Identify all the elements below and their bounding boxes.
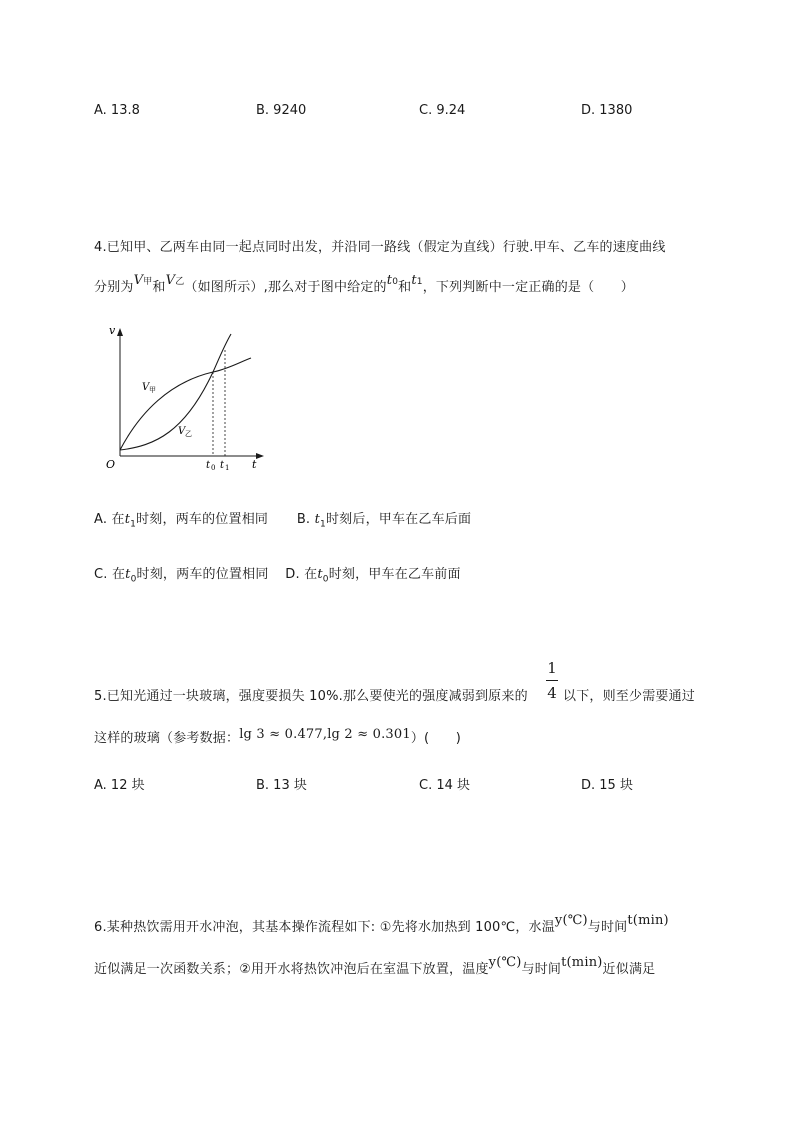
q5-text: ）( ) (410, 731, 462, 746)
option-text: C. 在 (94, 567, 126, 582)
q3-option-b: B. 9240 (256, 103, 307, 118)
q3-option-a: A. 13.8 (94, 103, 140, 118)
fraction-numerator: 1 (547, 659, 557, 677)
q5-stem-line1-b: 以下，则至少需要通过 (563, 689, 696, 704)
q5-option-b: B. 13 块 (256, 778, 307, 793)
q6-stem-line1 (94, 913, 669, 935)
option-text: 时刻，两车的位置相同 (136, 512, 269, 527)
axis-label-v: v (109, 324, 116, 337)
t0-sub: 0 (392, 277, 399, 287)
y-unit: y(℃) (554, 913, 588, 928)
v-jia-symbol: V (133, 273, 144, 288)
option-text: D. 在 (285, 567, 318, 582)
q4-options-row1 (94, 508, 471, 530)
t-symbol: t (314, 512, 321, 527)
q5-option-a: A. 12 块 (94, 778, 145, 793)
v-yi-symbol: V (165, 273, 176, 288)
option-text: 时刻，甲车在乙车前面 (328, 567, 461, 582)
axis-label-t: t (252, 458, 257, 471)
t-unit: t(min) (561, 955, 603, 970)
tick-t1-sub: 1 (225, 464, 230, 472)
q6-text: 近似满足 (602, 962, 656, 977)
y-unit: y(℃) (488, 955, 522, 970)
q4-text: （如图所示）,那么对于图中给定的 (184, 280, 387, 295)
q4-options-row2 (94, 563, 461, 585)
q4-option-c (94, 567, 269, 585)
t-sub: 0 (322, 574, 329, 585)
q6-text: 与时间 (587, 920, 628, 935)
t1-symbol: t (411, 273, 417, 288)
v-yi-sub: 乙 (175, 277, 185, 287)
t-sub: 0 (130, 574, 137, 585)
q4-option-b (296, 512, 472, 530)
q4-text: ，下列判断中一定正确的是（ ） (422, 280, 634, 295)
t-unit: t(min) (627, 913, 669, 928)
fraction-denominator: 4 (547, 684, 557, 702)
q6-text: 近似满足一次函数关系；②用开水将热饮冲泡后在室温下放置，温度 (94, 962, 489, 977)
t-sub: 1 (130, 519, 137, 530)
fraction-bar (546, 680, 558, 681)
q5-option-c: C. 14 块 (419, 778, 471, 793)
option-text: A. 在 (94, 512, 125, 527)
label-v-jia-sub: 甲 (149, 386, 156, 394)
tick-t0-sub: 0 (211, 464, 216, 472)
velocity-graph (100, 316, 270, 476)
q4-stem-line2 (94, 273, 634, 295)
origin-label: O (106, 458, 116, 471)
q3-option-d: D. 1380 (581, 103, 633, 118)
t0-symbol: t (386, 273, 393, 288)
q4-text: 和 (398, 280, 412, 295)
option-text: 时刻后，甲车在乙车后面 (325, 512, 472, 527)
label-v-yi: V (178, 426, 186, 437)
q4-option-d (285, 567, 461, 585)
q5-stem-line2 (94, 727, 461, 746)
q4-option-a (94, 512, 269, 530)
x-axis-arrow (256, 453, 264, 459)
t-symbol: t (125, 567, 131, 582)
t1-sub: 1 (416, 277, 423, 287)
y-axis-arrow (117, 328, 123, 336)
q5-option-d: D. 15 块 (581, 778, 633, 793)
t-sub: 1 (320, 519, 326, 530)
t-symbol: t (124, 512, 131, 527)
curve-v-yi (120, 334, 231, 450)
q6-stem-line2 (94, 955, 656, 977)
q6-text: 6.某种热饮需用开水冲泡，其基本操作流程如下: ①先将水加热到 100℃，水温 (94, 920, 555, 935)
t-symbol: t (317, 567, 323, 582)
q4-text: 和 (152, 280, 166, 295)
q5-text: 这样的玻璃（参考数据： (94, 731, 240, 746)
tick-t1: t (220, 460, 225, 471)
label-v-yi-sub: 乙 (185, 430, 192, 438)
v-jia-sub: 甲 (143, 277, 153, 287)
label-v-jia: V (142, 382, 150, 393)
q4-text: 分别为 (94, 280, 134, 295)
option-text: B. (296, 512, 311, 527)
option-text: 时刻，两车的位置相同 (136, 567, 269, 582)
q5-stem-line1-a: 5.已知光通过一块玻璃，强度要损失 10%.那么要使光的强度减弱到原来的 (94, 689, 528, 704)
q3-option-c: C. 9.24 (419, 103, 466, 118)
q6-text: 与时间 (521, 962, 562, 977)
reference-data: lg 3 ≈ 0.477,lg 2 ≈ 0.301 (239, 727, 411, 742)
tick-t0: t (206, 460, 211, 471)
q4-stem-line1: 4.已知甲、乙两车由同一起点同时出发，并沿同一路线（假定为直线）行驶.甲车、乙车的速度曲线 (94, 240, 666, 255)
